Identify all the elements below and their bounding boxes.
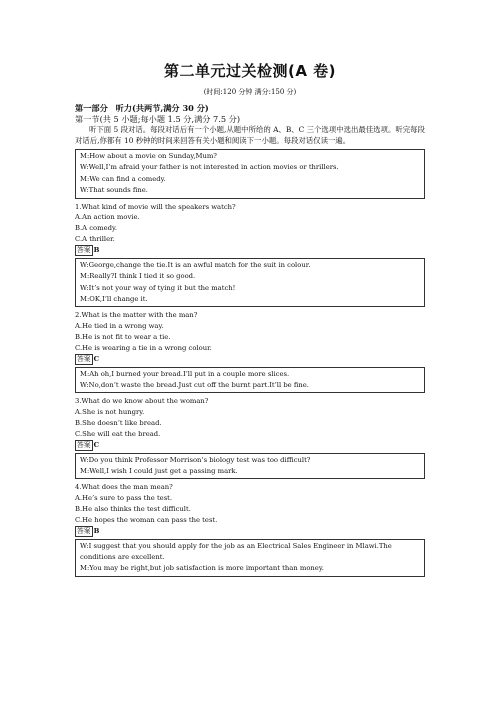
dialogue-line: W:That sounds fine. [80, 186, 148, 195]
dialogue-line: W:It’s not your way of tying it but the match! [80, 283, 236, 292]
option-b: B.She doesn’t like bread. [75, 419, 162, 428]
answer-tag: 答案 [77, 440, 91, 449]
answer-tag: 答案 [77, 245, 91, 254]
question-2: 2.What is the matter with the man? [75, 311, 198, 320]
dialogue-line: M:Ah oh,I burned your bread.I’ll put in a couple more slices. [80, 369, 290, 378]
dialogue-line: M:We can find a comedy. [80, 174, 166, 183]
dialogue-line: W:I suggest that you should apply for the job as an Electrical Sales Engineer in Mlawi.The conditions are excellent. [80, 541, 392, 562]
answer-value: C [93, 354, 100, 363]
dialogue-line: M:How about a movie on Sunday,Mum? [80, 152, 217, 160]
option-c: C.A thriller. [75, 235, 115, 244]
answer-value: C [93, 440, 100, 449]
option-c: C.He is wearing a tie in a wrong colour. [75, 343, 212, 352]
answer-tag: 答案 [77, 526, 91, 535]
part-heading [75, 103, 425, 114]
dialogue-box-5 [75, 539, 425, 577]
option-b: B.He also thinks the test difficult. [75, 505, 191, 514]
part-title: 听力(共两节,满分 30 分) [115, 103, 209, 113]
answer-tag: 答案 [77, 354, 91, 363]
answer-value: B [93, 245, 100, 254]
answer-3 [75, 440, 425, 451]
dialogue-line: M:Really?I think I tied it so good. [80, 272, 196, 281]
question-1: 1.What kind of movie will the speakers watch? [75, 202, 236, 211]
option-b: B.He is not fit to wear a tie. [75, 333, 171, 342]
option-a: A.He tied in a wrong way. [75, 322, 164, 331]
page-subtitle: (时间:120 分钟 满分:150 分) [203, 88, 297, 96]
option-c: C.She will eat the bread. [75, 429, 161, 438]
option-b: B.A comedy. [75, 224, 118, 233]
question-3: 3.What do we know about the woman? [75, 397, 209, 406]
dialogue-line: W:Well,I’m afraid your father is not interested in action movies or thrillers. [80, 163, 339, 172]
option-a: A.An action movie. [75, 213, 140, 222]
dialogue-line: W:No,don’t waste the bread.Just cut off the burnt part.It’ll be fine. [80, 381, 309, 390]
document-page [75, 60, 425, 580]
option-a: A.She is not hungry. [75, 408, 145, 417]
dialogue-box-3 [75, 367, 425, 394]
instructions: 听下面 5 段对话。每段对话后有一个小题,从题中所给的 A、B、C 三个选项中选出最佳选项。听完每段对话后,你都有 10 秒钟的时间来回答有关小题和阅读下一小题。每段对话仅读一遍。 [75, 125, 425, 145]
answer-1 [75, 245, 425, 256]
dialogue-line: W:Do you think Professor Morrison’s biology test was too difficult? [80, 455, 311, 464]
answer-2 [75, 354, 425, 365]
part-label: 第一部分 [75, 103, 108, 113]
dialogue-box-1 [75, 149, 425, 199]
dialogue-line: W:George,change the tie.It is an awful match for the suit in colour. [80, 260, 311, 269]
dialogue-line: M:Well,I wish I could just get a passing mark. [80, 467, 238, 476]
question-4: 4.What does the man mean? [75, 483, 173, 492]
option-a: A.He’s sure to pass the test. [75, 494, 173, 503]
dialogue-line: M:You may be right,but job satisfaction is more important than money. [80, 564, 324, 573]
answer-4 [75, 526, 425, 537]
answer-value: B [93, 526, 100, 535]
dialogue-box-2 [75, 258, 425, 308]
dialogue-box-4 [75, 453, 425, 480]
option-c: C.He hopes the woman can pass the test. [75, 515, 218, 524]
page-title: 第二单元过关检测(A 卷) [163, 62, 337, 80]
dialogue-line: M:OK,I’ll change it. [80, 295, 148, 304]
section-heading: 第一节(共 5 小题;每小题 1.5 分,满分 7.5 分) [75, 114, 241, 124]
